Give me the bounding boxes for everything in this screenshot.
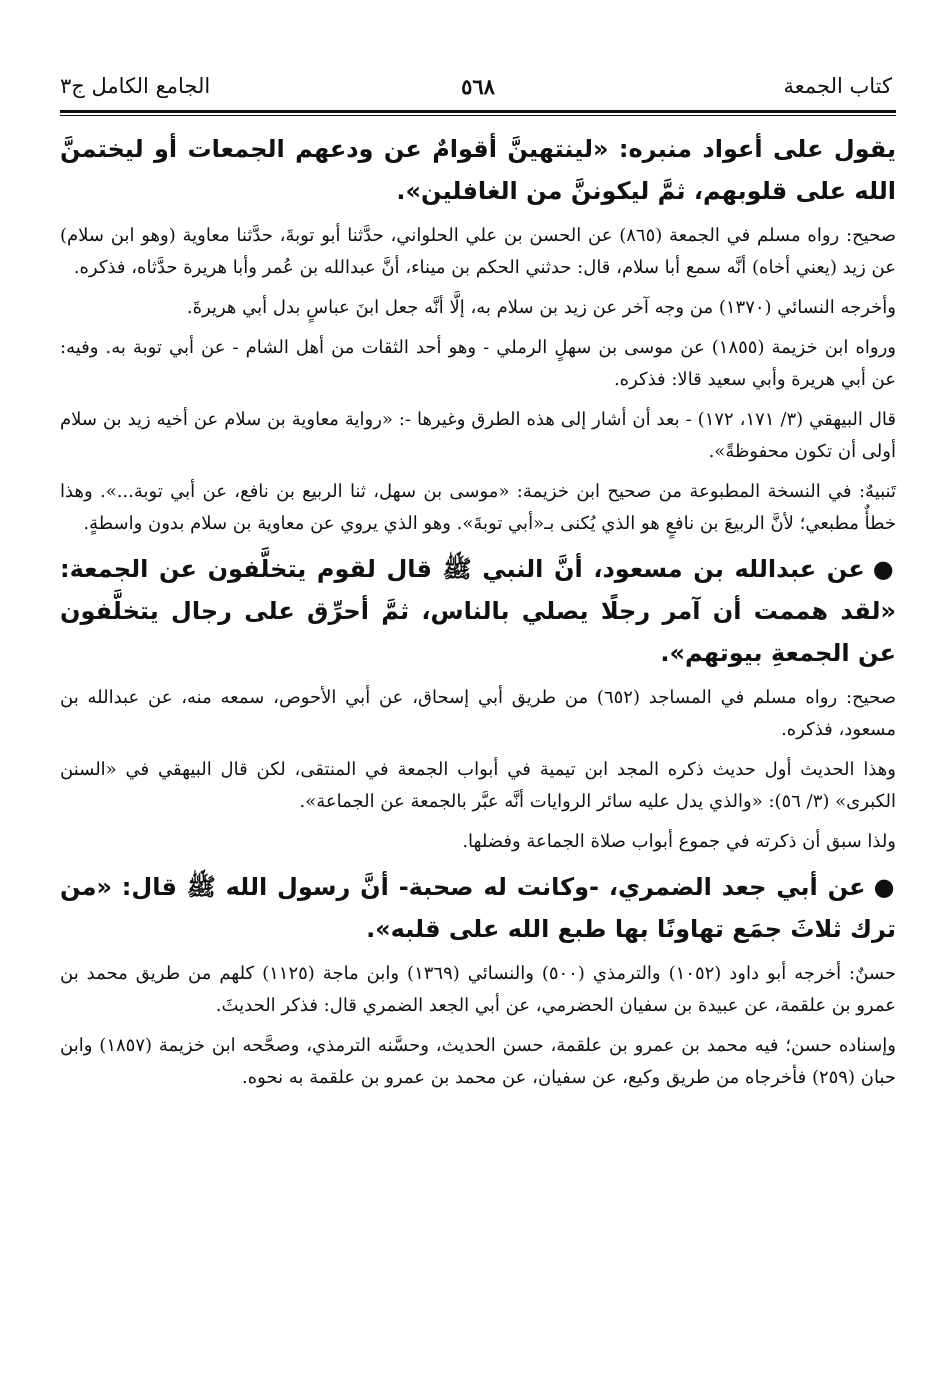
takhrij-note: وأخرجه النسائي (١٣٧٠) من وجه آخر عن زيد بن سلام به، إلَّا أنَّه جعل ابنَ عباسٍ بدل أبي هريرةَ. bbox=[186, 297, 896, 318]
takhrij-note: ورواه ابن خزيمة (١٨٥٥) عن موسى بن سهلٍ الرملي - وهو أحد الثقات من أهل الشام - عن أبي توبة به. وفيه: عن أبي هريرة وأبي سعيد قالا: فذكره. bbox=[60, 337, 896, 390]
hadith-text: ●عن أبي جعد الضمري، -وكانت له صحبة- أنَّ رسول الله ﷺ قال: «من ترك ثلاثَ جمَع تهاونًا بها طبع الله على قلبه». bbox=[60, 873, 896, 943]
takhrij-note: وهذا الحديث أول حديث ذكره المجد ابن تيمية في أبواب الجمعة في المنتقى، لكن قال البيهقي في «السنن الكبرى» (٣/ ٥٦): «والذي يدل عليه سائر الروايات أنَّه عبَّر بالجمعة عن الجماعة». bbox=[60, 759, 896, 812]
takhrij-note: ولذا سبق أن ذكرته في جموع أبواب صلاة الجماعة وفضلها. bbox=[462, 831, 896, 852]
chapter-title: كتاب الجمعة bbox=[783, 74, 892, 98]
book-page bbox=[60, 70, 896, 1102]
header-rule-thick bbox=[60, 110, 896, 113]
hadith-text: يقول على أعواد منبره: «لينتهينَّ أقوامٌ عن ودعهم الجمعات أو ليختمنَّ الله على قلوبهم، ثمَّ ليكوننَّ من الغافلين». bbox=[60, 135, 896, 205]
bullet-icon: ● bbox=[873, 873, 896, 901]
book-title: الجامع الكامل ج٣ bbox=[60, 74, 211, 98]
page-content bbox=[60, 128, 896, 1094]
takhrij-note: صحيح: رواه مسلم في الجمعة (٨٦٥) عن الحسن بن علي الحلواني، حدَّثنا أبو توبةَ، حدَّثنا معاوية (وهو ابن سلام) عن زيد (يعني أخاه) أنَّه سمع أبا سلام، قال: حدثني الحكم بن ميناء، أنَّ عبدالله بن عُمر وأبا هريرة حدَّثاه، فذكره. bbox=[60, 225, 896, 278]
hadith-text: ●عن عبدالله بن مسعود، أنَّ النبي ﷺ قال لقوم يتخلَّفون عن الجمعة: «لقد هممت أن آمر رجلًا يصلي بالناس، ثمَّ أحرِّق على رجال يتخلَّفون عن الجمعةِ بيوتهم». bbox=[60, 555, 896, 667]
page-number: ٥٦٨ bbox=[461, 74, 495, 99]
takhrij-note: تَنبيهٌ: في النسخة المطبوعة من صحيح ابن خزيمة: «موسى بن سهل، ثنا الربيع بن نافع، عن أبي توبة...». وهذا خطأٌ مطبعي؛ لأنَّ الربيعَ بن نافعٍ هو الذي يُكنى بـ«أبي توبةَ». وهو الذي يروي عن معاوية بن سلام بدون واسطةٍ. bbox=[60, 481, 896, 534]
takhrij-note: وإسناده حسن؛ فيه محمد بن عمرو بن علقمة، حسن الحديث، وحسَّنه الترمذي، وصحَّحه ابن خزيمة (١٨٥٧) وابن حبان (٢٥٩) فأخرجاه من طريق وكيع، عن سفيان، عن محمد بن عمرو بن علقمة به نحوه. bbox=[60, 1035, 896, 1088]
takhrij-note: صحيح: رواه مسلم في المساجد (٦٥٢) من طريق أبي إسحاق، عن أبي الأحوص، سمعه منه، عن عبدالله بن مسعود، فذكره. bbox=[60, 687, 896, 740]
bullet-icon: ● bbox=[872, 555, 896, 583]
takhrij-note: حسنٌ: أخرجه أبو داود (١٠٥٢) والترمذي (٥٠٠) والنسائي (١٣٦٩) وابن ماجة (١١٢٥) كلهم من طريق محمد بن عمرو بن علقمة، عن عبيدة بن سفيان الحضرمي، عن أبي الجعد الضمري قال: فذكر الحديثَ. bbox=[60, 963, 896, 1016]
header-rule-thin bbox=[60, 115, 896, 116]
takhrij-note: قال البيهقي (٣/ ١٧١، ١٧٢) - بعد أن أشار إلى هذه الطرق وغيرها -: «رواية معاوية بن سلام عن أخيه زيد بن سلام أولى أن تكون محفوظةً». bbox=[60, 409, 897, 462]
page-header bbox=[60, 70, 896, 110]
